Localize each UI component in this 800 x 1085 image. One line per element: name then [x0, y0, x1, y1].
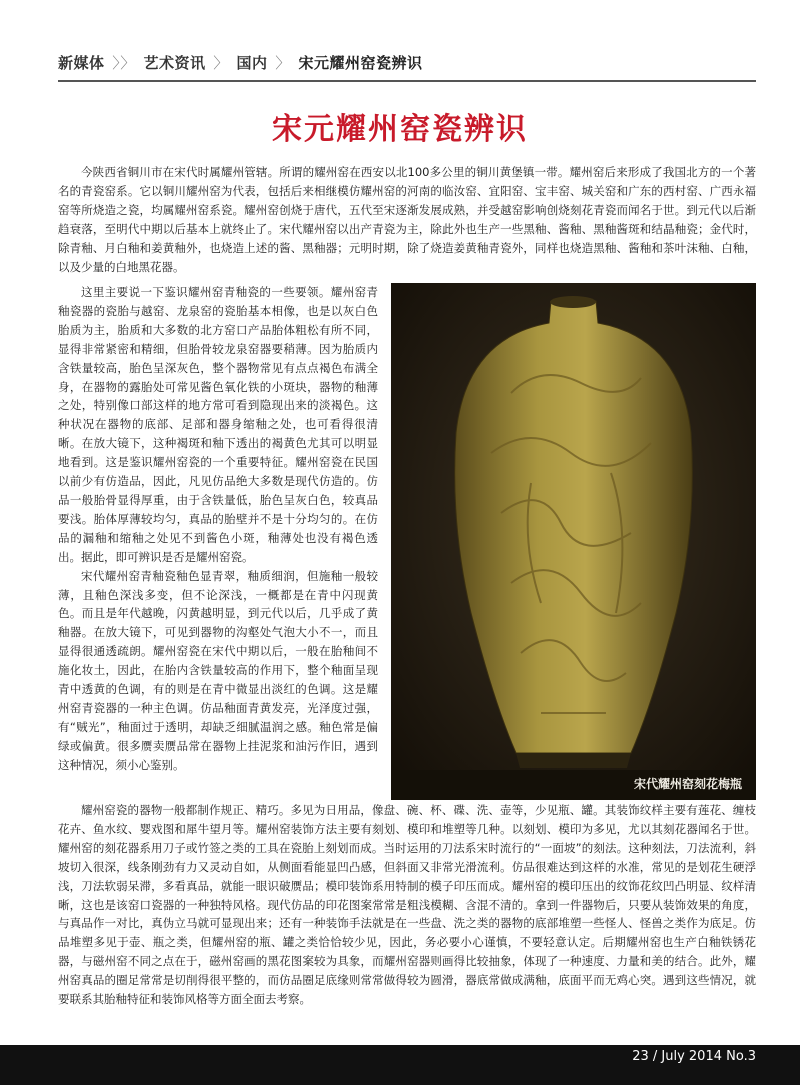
breadcrumb-item-current: 宋元耀州窑瓷辨识	[298, 54, 423, 72]
paragraph: 今陕西省铜川市在宋代时属耀州管辖。所谓的耀州窑在西安以北100多公里的铜川黄堡镇一带。耀州窑后来形成了我国北方的一个著名的青瓷窑系。它以铜川耀州窑为代表，包括后来相继模仿耀州窑的河南的临汝窑、宜阳窑、宝丰窑、城关窑和广东的西村窑、广西永福窑等所烧造之瓷，均属耀州窑系瓷。耀州窑创烧于唐代，五代至宋逐渐发展成熟，并受越窑影响创烧刻花青瓷而闻名于世。到元代以后渐趋衰落，至明代中期以后基本上就终止了。宋代耀州窑以出产青瓷为主，除此外也生产一些黑釉、酱釉、黑釉酱斑和结晶釉瓷；金代时，除青釉、月白釉和姜黄釉外，也烧造上述的酱、黑釉器；元明时期，除了烧造姜黄釉青瓷外，同样也烧造黑釉、酱釉和茶叶沫釉、白釉，以及少量的白地黑花器。	[58, 165, 756, 274]
photo-caption: 宋代耀州窑刻花梅瓶	[633, 777, 742, 791]
paragraph: 宋代耀州窑青釉瓷釉色显青翠，釉质细润，但施釉一般较薄，且釉色深浅多变，但不论深浅，一概都是在青中闪现黄色。而且是年代越晚，闪黄越明显，到元代以后，几乎成了黄釉器。在放大镜下，可见到器物的沟壑处气泡大小不一，而且显得很通透疏朗。耀州窑瓷在宋代中期以后，一般在胎釉间不施化妆土，因此，在胎内含铁量较高的作用下，整个釉面呈现青中透黄的色调，有的则是在青中微显出淡红的色调。这是耀州窑青瓷器的一种主色调。仿品釉面青黄发亮，光泽度过强，有“贼光”，釉面过于透明，却缺乏细腻温润之感。釉色常是偏绿或偏黄。很多赝卖赝品常在器物上挂泥浆和油污作旧，遇到这种情况，须小心鉴别。	[58, 568, 378, 772]
article-continued	[58, 801, 756, 1009]
article-intro	[58, 163, 756, 276]
page-number: 23 / July 2014 No.3	[632, 1049, 756, 1064]
breadcrumb-separator: 〉	[275, 54, 291, 72]
breadcrumb-separator: 〉〉	[112, 54, 136, 72]
meiping-vase-image	[391, 283, 756, 800]
article-column-left	[58, 283, 378, 775]
paragraph: 耀州窑瓷的器物一般都制作规正、精巧。多见为日用品，像盘、碗、杯、碟、洗、壶等，少见瓶、罐。其装饰纹样主要有莲花、缠枝花卉、鱼水纹、婴戏图和犀牛望月等。耀州窑装饰方法主要有刻划、模印和堆塑等几种。以刻划、模印为多见，尤以其刻花器闻名于世。耀州窑的刻花器系用刀子或竹签之类的工具在瓷胎上刻划而成。当时运用的刀法系宋时流行的“一面坡”的刻法。这种刻法，刀法流利，斜坡切入很深，线条刚劲有力又灵动自如，从侧面看能显凹凸感，但斜面又非常光滑流利。仿品很难达到这样的水准，常见的是划花生硬浮浅，刀法软弱呆滞，多看真品，就能一眼识破赝品；模印装饰系用特制的模子印压而成。耀州窑的模印压出的纹饰花纹凹凸明显、纹样清晰，这也是该窑口瓷器的一种独特风格。现代仿品的印花图案常常是粗浅模糊、含混不清的。拿到一件器物后，只要从装饰效果的角度，与真品作一对比，真伪立马就可显现出来；还有一种装饰手法就是在一些盘、洗之类的器物的底部堆塑一些怪人、怪兽之类作为底足。仿品堆塑多见于壶、瓶之类，但耀州窑的瓶、罐之类恰恰较少见，因此，务必要小心谨慎，不要轻意认定。后期耀州窑也生产白釉铁锈花器，与磁州窑不同之点在于，磁州窑画的黑花图案较为具象，而耀州窑器则画得比较抽象，体现了一种速度、力量和美的结合。此外，耀州窑真品的圈足常常是切削得很平整的，而仿品圈足底缘则常常做得较为圆滑，器底常做成满釉，底面平而无鸡心突。遇到这些情况，就要联系其胎釉特征和装饰风格等方面全面去考察。	[58, 803, 756, 1007]
paragraph: 这里主要说一下鉴识耀州窑青釉瓷的一些要领。耀州窑青釉瓷器的瓷胎与越窑、龙泉窑的瓷胎基本相像，也是以灰白色胎质为主，胎质和大多数的北方窑口产品胎体粗松有所不同，显得非常紧密和精细，但胎骨较龙泉窑器要稍薄。因为胎质内含铁量较高，胎色呈深灰色，整个器物常见有点点褐色布满全身，在器物的露胎处可常见酱色氧化铁的小斑块，器物的釉薄之处，特别像口部这样的地方常可看到隐现出来的淡褐色。这种状况在器物的底部、足部和器身缩釉之处，也可看得很清晰。在放大镜下，这种褐斑和釉下透出的褐黄色尤其可以明显地看到。这是鉴识耀州窑瓷的一个重要特征。耀州窑瓷在民国以前少有仿造品，因此，凡见仿品绝大多数是现代仿造的。仿品一般胎骨显得厚重，由于含铁量低，胎色呈灰白色，较真品要浅。胎体厚薄较均匀，真品的胎壁并不是十分均匀的。在仿品的漏釉和缩釉之处见不到酱色小斑，釉薄处也没有褐色透出。据此，即可辨识是否是耀州窑瓷。	[58, 285, 378, 564]
breadcrumb-item-domestic[interactable]: 国内	[236, 54, 268, 72]
breadcrumb-separator: 〉	[213, 54, 229, 72]
header-divider	[58, 80, 756, 82]
breadcrumb-item-art-news[interactable]: 艺术资讯	[143, 54, 206, 72]
article-title: 宋元耀州窑瓷辨识	[272, 112, 528, 147]
vase-photo	[391, 283, 756, 800]
breadcrumb-item-new-media[interactable]: 新媒体	[58, 54, 105, 72]
breadcrumb	[58, 52, 758, 80]
